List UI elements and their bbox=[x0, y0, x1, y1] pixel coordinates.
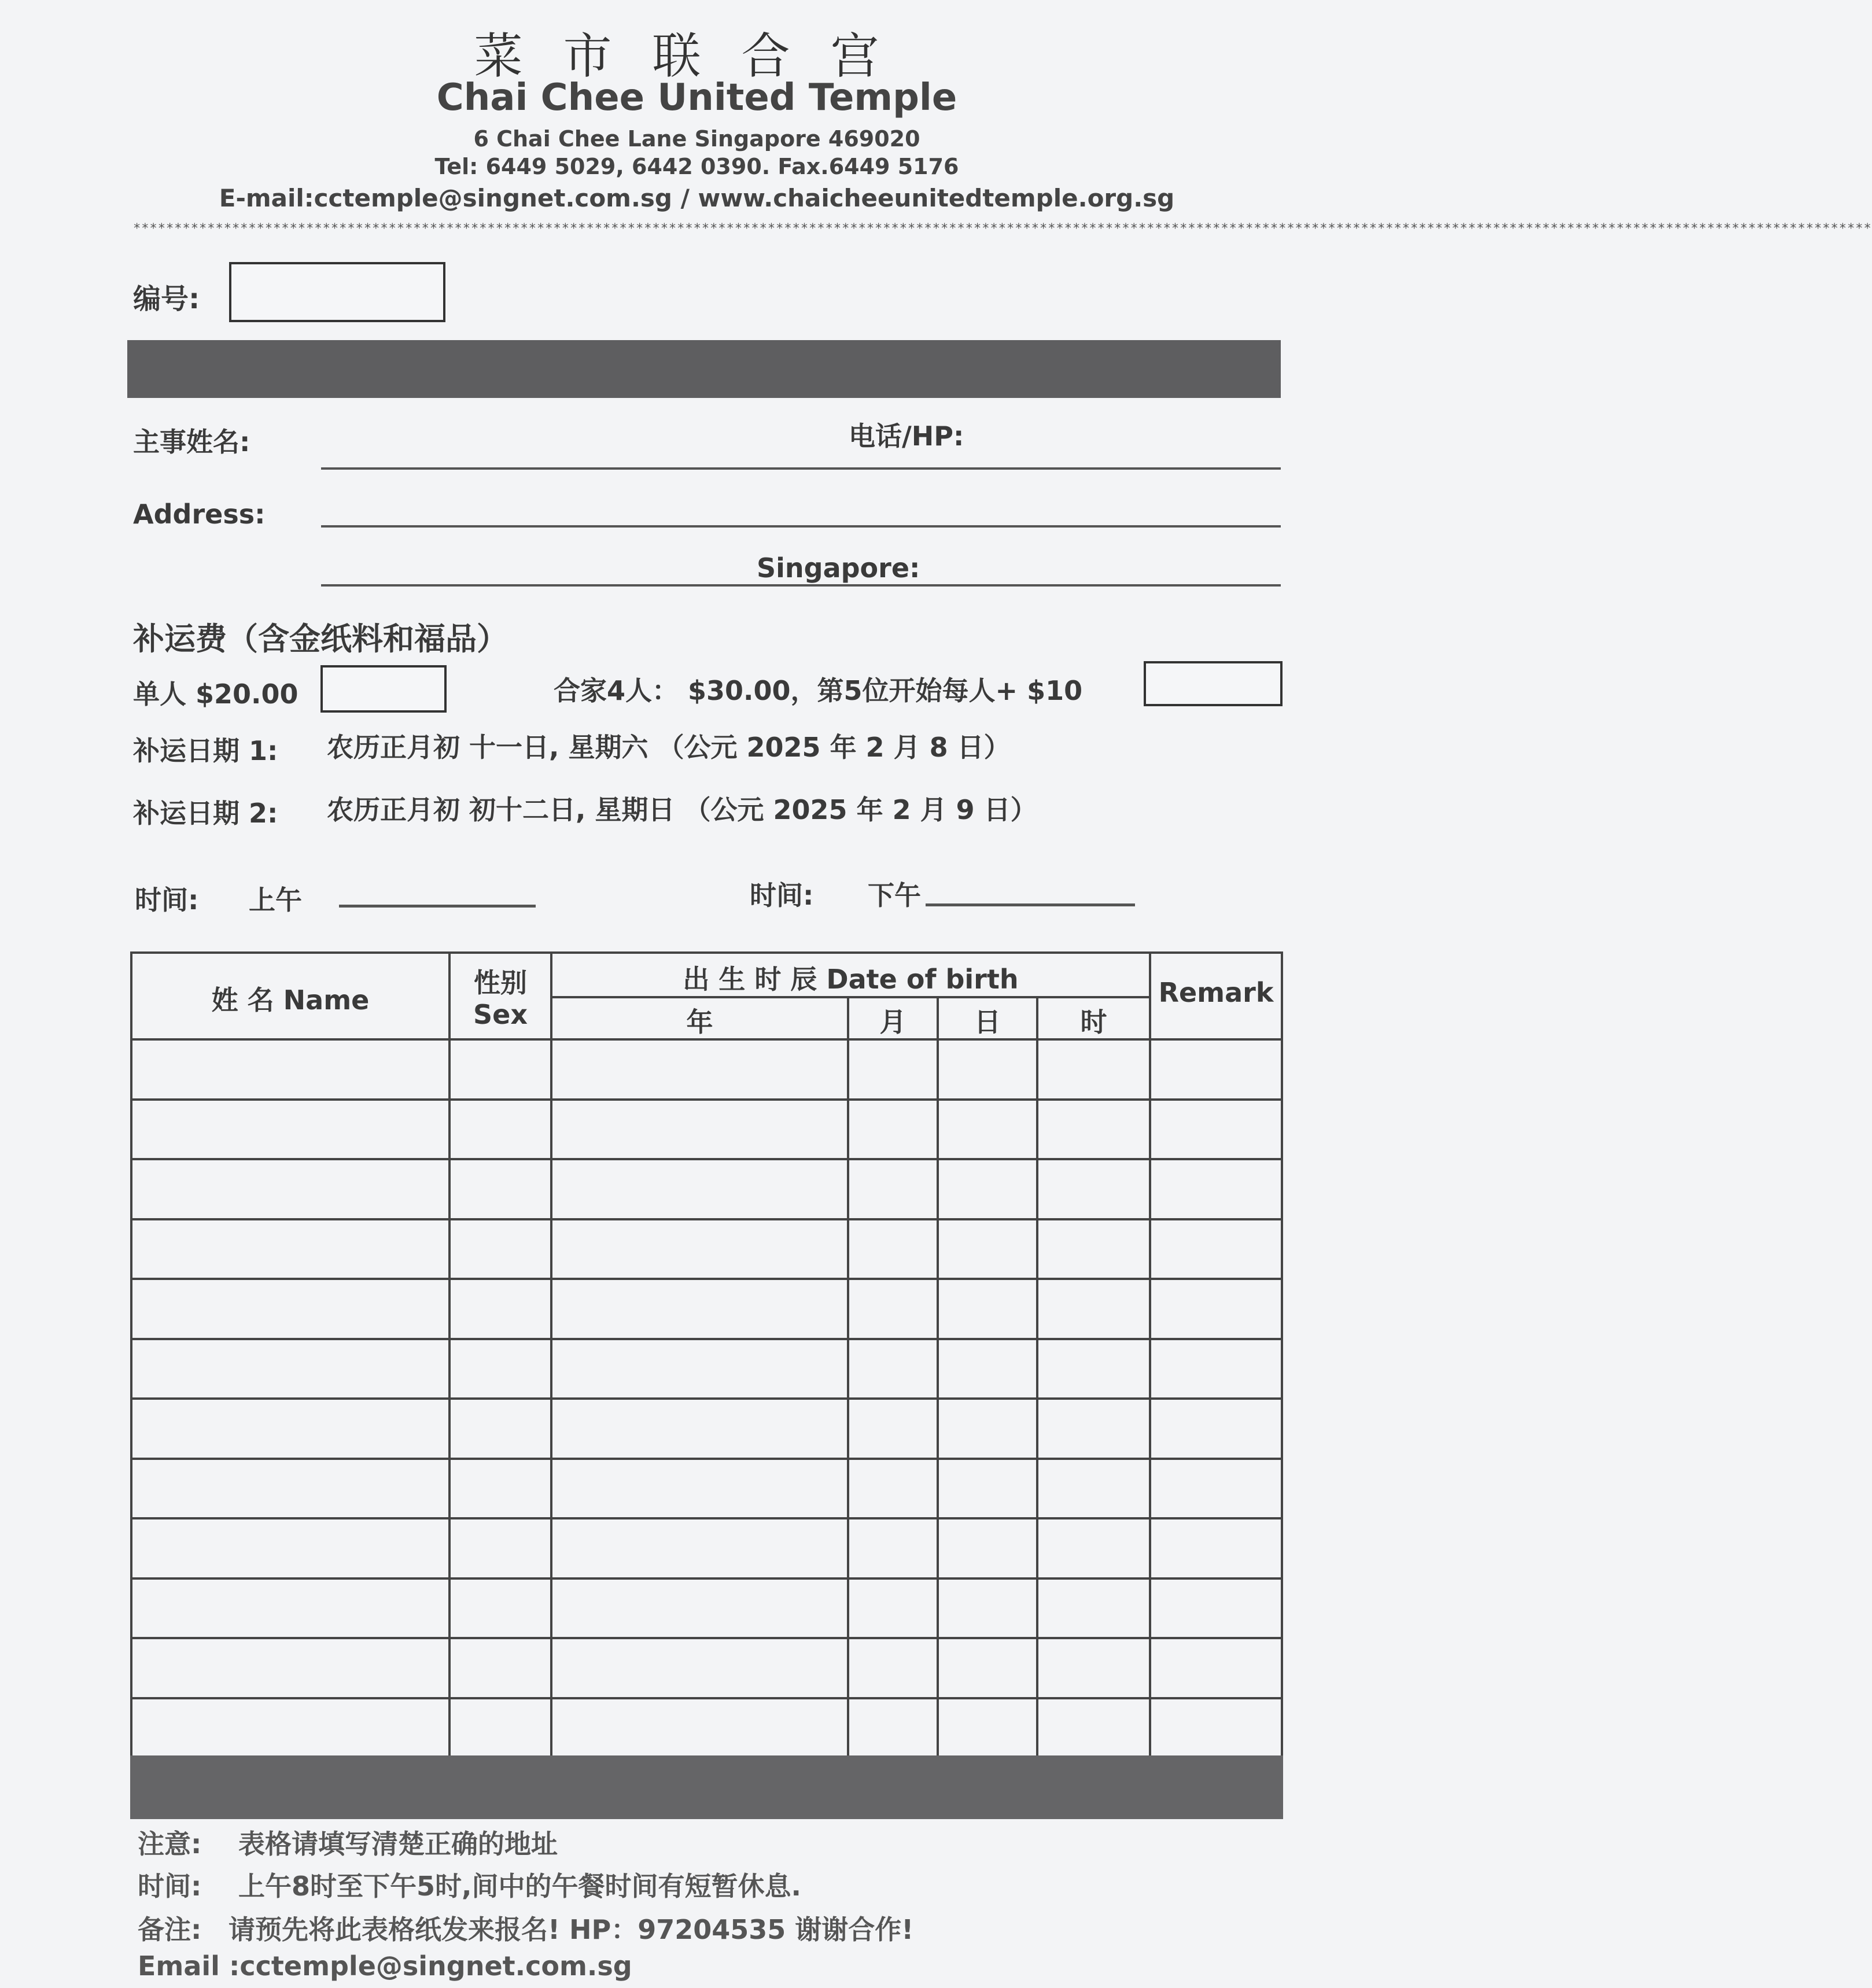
temple-contact-numbers: Tel: 6449 5029, 6442 0390. Fax.6449 5176 bbox=[434, 154, 959, 179]
time-am-line[interactable] bbox=[339, 905, 536, 908]
date1-value: 农历正月初 十一日, 星期六 （公元 2025 年 2 月 8 日） bbox=[327, 732, 1011, 763]
note2-label: 时间: bbox=[138, 1871, 202, 1902]
single-fee-box[interactable] bbox=[320, 665, 447, 713]
time-pm-label: 时间: bbox=[750, 880, 814, 911]
time-pm-line[interactable] bbox=[926, 903, 1135, 906]
table-row-divider bbox=[132, 1517, 1281, 1519]
table-row-divider bbox=[132, 1577, 1281, 1580]
registration-table bbox=[130, 951, 1283, 1758]
time-pm-value: 下午 bbox=[868, 880, 921, 911]
table-row-divider bbox=[132, 1637, 1281, 1639]
address-line-2[interactable] bbox=[321, 584, 1281, 587]
note3-label: 备注: bbox=[138, 1914, 202, 1945]
col-header-remark: Remark bbox=[1158, 977, 1274, 1008]
col-header-date-of-birth: 出 生 时 辰 Date of birth bbox=[683, 964, 1019, 995]
note1-label: 注意: bbox=[138, 1828, 202, 1860]
time-am-label: 时间: bbox=[135, 884, 199, 916]
col-header-year: 年 bbox=[686, 1006, 713, 1038]
note1-text: 表格请填写清楚正确的地址 bbox=[238, 1828, 558, 1860]
table-col-divider bbox=[847, 996, 849, 1758]
col-header-day: 日 bbox=[974, 1006, 1001, 1038]
date2-value: 农历正月初 初十二日, 星期日 （公元 2025 年 2 月 9 日） bbox=[327, 794, 1037, 825]
table-row-divider bbox=[132, 1218, 1281, 1220]
temple-name-chinese: 菜市联合宫 bbox=[474, 28, 920, 84]
serial-number-box[interactable] bbox=[229, 262, 445, 322]
single-fee-label: 单人 $20.00 bbox=[133, 678, 299, 710]
family-fee-box[interactable] bbox=[1144, 661, 1283, 706]
col-header-sex-cn: 性别 bbox=[474, 967, 527, 998]
address-line-1[interactable] bbox=[321, 525, 1281, 528]
col-header-hour: 时 bbox=[1080, 1006, 1107, 1038]
table-row-divider bbox=[132, 1397, 1281, 1400]
table-row-divider bbox=[132, 1697, 1281, 1699]
star-divider: ******************************************************************************************************************************************************************************************************************* bbox=[133, 222, 1872, 236]
note3-text: 请预先将此表格纸发来报名! HP：97204535 谢谢合作! bbox=[229, 1914, 914, 1945]
col-header-month: 月 bbox=[879, 1006, 906, 1038]
time-am-value: 上午 bbox=[249, 884, 302, 916]
table-col-divider bbox=[1036, 996, 1038, 1758]
family-fee-label: 合家4人： $30.00，第5位开始每人+ $10 bbox=[554, 675, 1083, 706]
temple-address: 6 Chai Chee Lane Singapore 469020 bbox=[473, 126, 920, 152]
phone-label: 电话/HP: bbox=[849, 421, 964, 452]
table-row-divider bbox=[132, 1098, 1281, 1101]
table-row-divider bbox=[132, 1158, 1281, 1160]
singapore-postal-label: Singapore: bbox=[757, 552, 920, 584]
contact-email: Email :cctemple@singnet.com.sg bbox=[138, 1950, 632, 1982]
table-col-divider bbox=[937, 996, 939, 1758]
date2-label: 补运日期 2: bbox=[133, 798, 278, 829]
date1-label: 补运日期 1: bbox=[133, 735, 278, 766]
table-row-divider bbox=[132, 1338, 1281, 1340]
address-label: Address: bbox=[133, 499, 266, 530]
col-header-name: 姓 名 Name bbox=[211, 984, 370, 1016]
table-row-divider bbox=[132, 1278, 1281, 1280]
applicant-name-label: 主事姓名: bbox=[133, 426, 250, 458]
col-header-sex-en: Sex bbox=[473, 999, 528, 1030]
serial-number-label: 编号: bbox=[133, 283, 200, 315]
temple-email-website: E-mail:cctemple@singnet.com.sg / www.chaicheeunitedtemple.org.sg bbox=[219, 184, 1175, 212]
form-title-bar bbox=[127, 340, 1281, 398]
bottom-bar bbox=[130, 1755, 1283, 1819]
table-row-divider bbox=[132, 1458, 1281, 1460]
note2-text: 上午8时至下午5时,间中的午餐时间有短暂休息. bbox=[238, 1871, 801, 1902]
applicant-phone-line[interactable] bbox=[321, 467, 1281, 470]
fee-section-title: 补运费（含金纸料和福品） bbox=[133, 621, 508, 657]
temple-name-english: Chai Chee United Temple bbox=[436, 76, 957, 119]
